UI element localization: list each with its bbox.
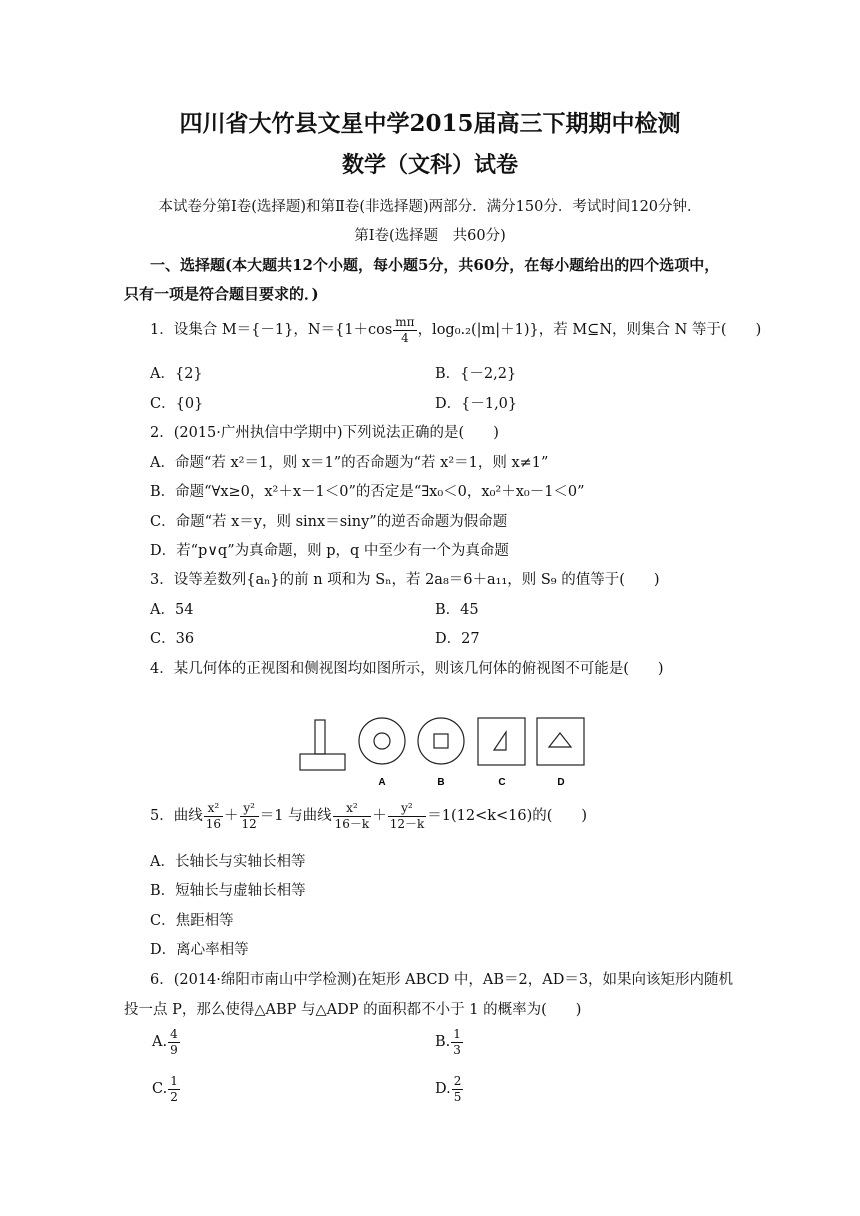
section-instructions-line2: 只有一项是符合题目要求的．)	[124, 285, 319, 303]
q6-d-fraction	[452, 1074, 464, 1105]
q3-option-b: B．45	[435, 602, 479, 618]
q5-plus-1: ＋	[224, 808, 239, 824]
q5-f3-den: 16－k	[334, 816, 370, 831]
q5-f1-den: 16	[205, 816, 222, 831]
q2-option-a: A．命题“若 x²＝1，则 x＝1”的否命题为“若 x²＝1，则 x≠1”	[150, 455, 549, 471]
q6-c-den: 2	[170, 1089, 178, 1104]
q6-a-fraction	[168, 1027, 180, 1058]
q1-stem-pre: 1．设集合 M＝{－1}，N＝{1＋cos	[150, 322, 393, 338]
q5-f3-num: x²	[333, 801, 372, 817]
q1-stem-post: ，log₀.₂(|m|＋1)}，若 M⊆N，则集合 N 等于( )	[417, 322, 762, 338]
q4-option-d-figure	[537, 718, 584, 765]
q1-fraction	[393, 315, 416, 346]
q4-option-b-figure	[418, 718, 464, 764]
exam-intro: 本试卷分第Ⅰ卷(选择题)和第Ⅱ卷(非选择题)两部分．满分150分．考试时间120分钟．	[158, 199, 702, 215]
q4-label-b: B	[437, 777, 445, 788]
q3-option-d: D．27	[435, 631, 480, 647]
q2-option-d: D．若“p∨q”为真命题，则 p，q 中至少有一个为真命题	[150, 543, 509, 559]
q5-frac-1	[204, 801, 223, 832]
q6-b-prefix: B.	[435, 1034, 451, 1050]
q2-option-b: B．命题“∀x≥0，x²＋x－1＜0”的否定是“∃x₀＜0，x₀²＋x₀－1＜0”	[150, 484, 585, 500]
q4-front-view	[300, 720, 345, 770]
q5-f2-num: y²	[240, 801, 259, 817]
q5-f2-den: 12	[241, 816, 257, 831]
q5-option-c: C．焦距相等	[150, 913, 234, 929]
q6-a-den: 9	[170, 1042, 178, 1057]
q5-mid: ＝1 与曲线	[259, 808, 332, 824]
q6-a-prefix: A.	[152, 1034, 168, 1050]
q5-option-b: B．短轴长与虚轴长相等	[150, 883, 306, 899]
q5-frac-2	[240, 801, 259, 832]
q4-option-c-figure	[478, 718, 525, 765]
q6-c-prefix: C.	[152, 1081, 168, 1097]
question-6-line1: 6．(2014·绵阳市南山中学检测)在矩形 ABCD 中，AB＝2，AD＝3，如果向该矩形内随机	[150, 972, 734, 988]
q3-option-a: A．54	[150, 602, 194, 618]
q6-a-num: 4	[170, 1026, 178, 1041]
q1-option-a: A．{2}	[150, 366, 203, 382]
q4-label-d: D	[557, 777, 565, 788]
q6-option-d	[435, 1072, 464, 1106]
q6-c-fraction	[168, 1074, 180, 1105]
question-4-stem: 4．某几何体的正视图和侧视图均如图所示，则该几何体的俯视图不可能是( )	[150, 661, 664, 677]
q1-frac-num: mπ	[395, 314, 415, 329]
q6-option-c	[152, 1072, 181, 1106]
q6-c-num: 1	[170, 1073, 178, 1088]
q5-frac-3	[333, 801, 372, 832]
q6-d-num: 2	[453, 1073, 462, 1088]
q6-option-b	[435, 1025, 464, 1059]
question-5-stem	[150, 798, 587, 834]
q2-option-c: C．命题“若 x＝y，则 sinx＝siny”的逆否命题为假命题	[150, 514, 508, 530]
q5-plus-2: ＋	[372, 808, 387, 824]
q5-f4-den: 12－k	[389, 816, 425, 831]
q1-option-b: B．{－2,2}	[435, 366, 517, 382]
question-3-stem: 3．设等差数列{aₙ}的前 n 项和为 Sₙ，若 2a₈＝6＋a₁₁，则 S₉ 的值等于( )	[150, 572, 660, 588]
q6-b-fraction	[451, 1027, 463, 1058]
q5-f1-num: x²	[204, 801, 223, 817]
q5-frac-4	[388, 801, 427, 832]
q1-option-c: C．{0}	[150, 396, 204, 412]
q6-b-num: 1	[453, 1026, 461, 1041]
q6-b-den: 3	[453, 1042, 461, 1057]
q5-post: ＝1(12<k<16)的( )	[427, 808, 588, 824]
q1-frac-den: 4	[401, 330, 409, 345]
q5-option-a: A．长轴长与实轴长相等	[150, 854, 306, 870]
q4-label-a: A	[378, 777, 386, 788]
q3-option-c: C．36	[150, 631, 195, 647]
q6-option-a	[152, 1025, 181, 1059]
q4-figure	[295, 712, 590, 788]
question-6-line2: 投一点 P，那么使得△ABP 与△ADP 的面积都不小于 1 的概率为( )	[124, 1002, 582, 1018]
q5-pre: 5．曲线	[150, 808, 203, 824]
page-subtitle: 数学（文科）试卷	[341, 152, 518, 178]
q5-option-d: D．离心率相等	[150, 942, 249, 958]
question-2-stem: 2．(2015·广州执信中学期中)下列说法正确的是( )	[150, 425, 499, 441]
q4-label-c: C	[498, 777, 506, 788]
question-1-stem	[150, 313, 761, 347]
q5-f4-num: y²	[388, 801, 427, 817]
q4-option-a-figure	[359, 718, 405, 764]
page-title: 四川省大竹县文星中学2015届高三下期期中检测	[179, 110, 681, 137]
section-instructions-line1: 一、选择题(本大题共12个小题，每小题5分，共60分，在每小题给出的四个选项中，	[150, 256, 720, 274]
q6-d-prefix: D.	[435, 1081, 451, 1097]
q6-d-den: 5	[453, 1089, 462, 1104]
part-one-heading: 第Ⅰ卷(选择题 共60分)	[354, 228, 506, 244]
q1-option-d: D．{－1,0}	[435, 396, 518, 412]
